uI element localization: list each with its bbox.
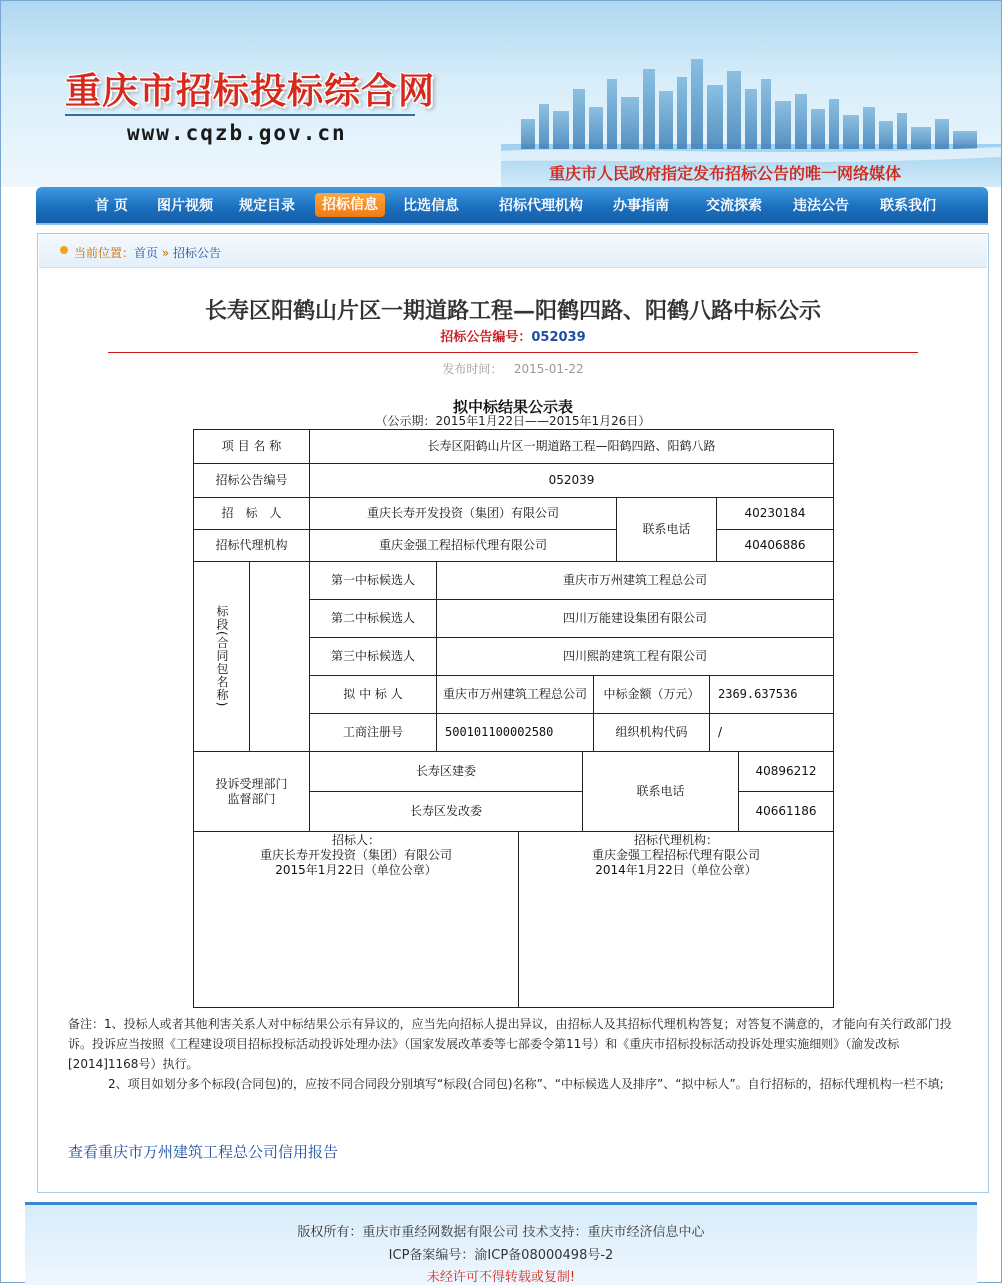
tenderer-value: 重庆长寿开发投资（集团）有限公司 (309, 497, 617, 530)
notice-no-value: 052039 (309, 463, 834, 498)
nav-tender-agencies[interactable]: 招标代理机构 (499, 198, 583, 214)
business-reg-label: 工商注册号 (309, 713, 437, 752)
complaint-dept-label: 投诉受理部门 监督部门 (193, 751, 310, 832)
footer-copyright: 版权所有：重庆市重经网数据有限公司 技术支持：重庆市经济信息中心 (297, 1225, 705, 1240)
content-panel (37, 233, 989, 1193)
site-header (1, 1, 1001, 187)
tenderer-signature: 招标人： 重庆长寿开发投资（集团）有限公司 2015年1月22日（单位公章） (193, 831, 519, 1008)
candidate3-value: 四川熙韵建筑工程有限公司 (436, 637, 834, 676)
nav-exchange[interactable]: 交流探索 (706, 198, 762, 214)
business-reg-value: 500101100002580 (436, 713, 594, 752)
footer-icp: ICP备案编号：渝ICP备08000498号-2 (388, 1248, 614, 1263)
credit-report-link[interactable]: 查看重庆市万州建筑工程总公司信用报告 (68, 1143, 339, 1161)
agency-value: 重庆金强工程招标代理有限公司 (309, 529, 617, 562)
site-logo-title[interactable]: 重庆市招标投标综合网 (65, 70, 436, 112)
breadcrumb-bar (39, 235, 987, 268)
publish-date-value: 2015-01-22 (513, 362, 584, 376)
agency-phone: 40406886 (716, 529, 834, 562)
nav-regulations[interactable]: 规定目录 (239, 198, 295, 214)
winner-value: 重庆市万州建筑工程总公司 (436, 675, 594, 714)
candidate3-label: 第三中标候选人 (309, 637, 437, 676)
remarks (68, 1014, 953, 1094)
article-title: 长寿区阳鹤山片区一期道路工程—阳鹤四路、阳鹤八路中标公示 (204, 298, 821, 324)
nav-contact[interactable]: 联系我们 (880, 198, 936, 214)
logo-divider (65, 114, 415, 116)
notice-no-label: 招标公告编号 (193, 463, 310, 498)
agency-label: 招标代理机构 (193, 529, 310, 562)
breadcrumb-home-link[interactable]: 首页 (134, 246, 159, 260)
complaint-dept2: 长寿区发改委 (309, 791, 583, 832)
dept-phone-label: 联系电话 (582, 751, 739, 832)
notice-number (38, 326, 988, 345)
candidate1-value: 重庆市万州建筑工程总公司 (436, 561, 834, 600)
project-name-value: 长寿区阳鹤山片区一期道路工程—阳鹤四路、阳鹤八路 (309, 429, 834, 464)
result-table-title: 拟中标结果公示表 (452, 398, 573, 416)
nav-violation-notices[interactable]: 违法公告 (793, 198, 849, 214)
agency-signature: 招标代理机构： 重庆金强工程招标代理有限公司 2014年1月22日（单位公章） (518, 831, 834, 1008)
site-slogan: 重庆市人民政府指定发布招标公告的唯一网络媒体 (549, 164, 902, 183)
org-code-label: 组织机构代码 (593, 713, 710, 752)
nav-guide[interactable]: 办事指南 (613, 198, 669, 214)
site-url: www.cqzb.gov.cn (127, 121, 347, 145)
notice-number-label: 招标公告编号： (440, 330, 532, 345)
breadcrumb-current-link[interactable]: 招标公告 (173, 246, 222, 260)
tenderer-phone: 40230184 (716, 497, 834, 530)
publish-date (38, 360, 988, 377)
candidate2-label: 第二中标候选人 (309, 599, 437, 638)
contact-phone-label: 联系电话 (616, 497, 717, 562)
nav-tender-info[interactable]: 招标信息 (315, 193, 385, 217)
breadcrumb (74, 244, 221, 261)
bullet-icon (60, 246, 68, 254)
remark-1: 备注：1、投标人或者其他利害关系人对中标结果公示有异议的，应当先向招标人提出异议，由招标人及其招标代理机构答复；对答复不满意的，才能向有关行政部门投诉。投诉应当按照《工程建设项目招标投标活动投诉处理办法》（国家发展改革委等七部委令第11号）和《重庆市招标投标活动投诉处理实施细则》（渝发改标[2014]1168号）执行。 (68, 1017, 952, 1071)
nav-selection-info[interactable]: 比选信息 (403, 198, 459, 214)
publish-date-label: 发布时间： (442, 362, 503, 376)
nav-home[interactable]: 首 页 (95, 198, 128, 214)
breadcrumb-prefix: 当前位置： (74, 246, 135, 260)
nav-pictures-video[interactable]: 图片视频 (157, 198, 213, 214)
winner-label: 拟 中 标 人 (309, 675, 437, 714)
remark-2: 2、项目如划分多个标段(合同包)的，应按不同合同段分别填写“标段(合同包)名称”、“中标候选人及排序”、“拟中标人”。自行招标的，招标代理机构一栏不填; (108, 1077, 944, 1091)
dept2-phone: 40661186 (738, 791, 834, 832)
section-label: 标段(合同包名称) (193, 561, 250, 752)
tenderer-label: 招 标 人 (193, 497, 310, 530)
candidate2-value: 四川万能建设集团有限公司 (436, 599, 834, 638)
project-name-label: 项 目 名 称 (193, 429, 310, 464)
result-table-period: （公示期：2015年1月22日——2015年1月26日） (375, 414, 651, 428)
bid-amount-label: 中标金额（万元） (593, 675, 710, 714)
candidate1-label: 第一中标候选人 (309, 561, 437, 600)
title-divider (108, 352, 918, 353)
footer-warning: 未经许可不得转载或复制! (426, 1270, 576, 1285)
dept1-phone: 40896212 (738, 751, 834, 792)
complaint-dept1: 长寿区建委 (309, 751, 583, 792)
notice-number-value: 052039 (531, 330, 586, 345)
section-value (249, 561, 310, 752)
breadcrumb-separator: » (161, 246, 170, 260)
bid-amount-value: 2369.637536 (709, 675, 834, 714)
main-nav (36, 187, 988, 223)
result-table (193, 429, 834, 1009)
site-footer (25, 1202, 977, 1285)
org-code-value: / (709, 713, 834, 752)
